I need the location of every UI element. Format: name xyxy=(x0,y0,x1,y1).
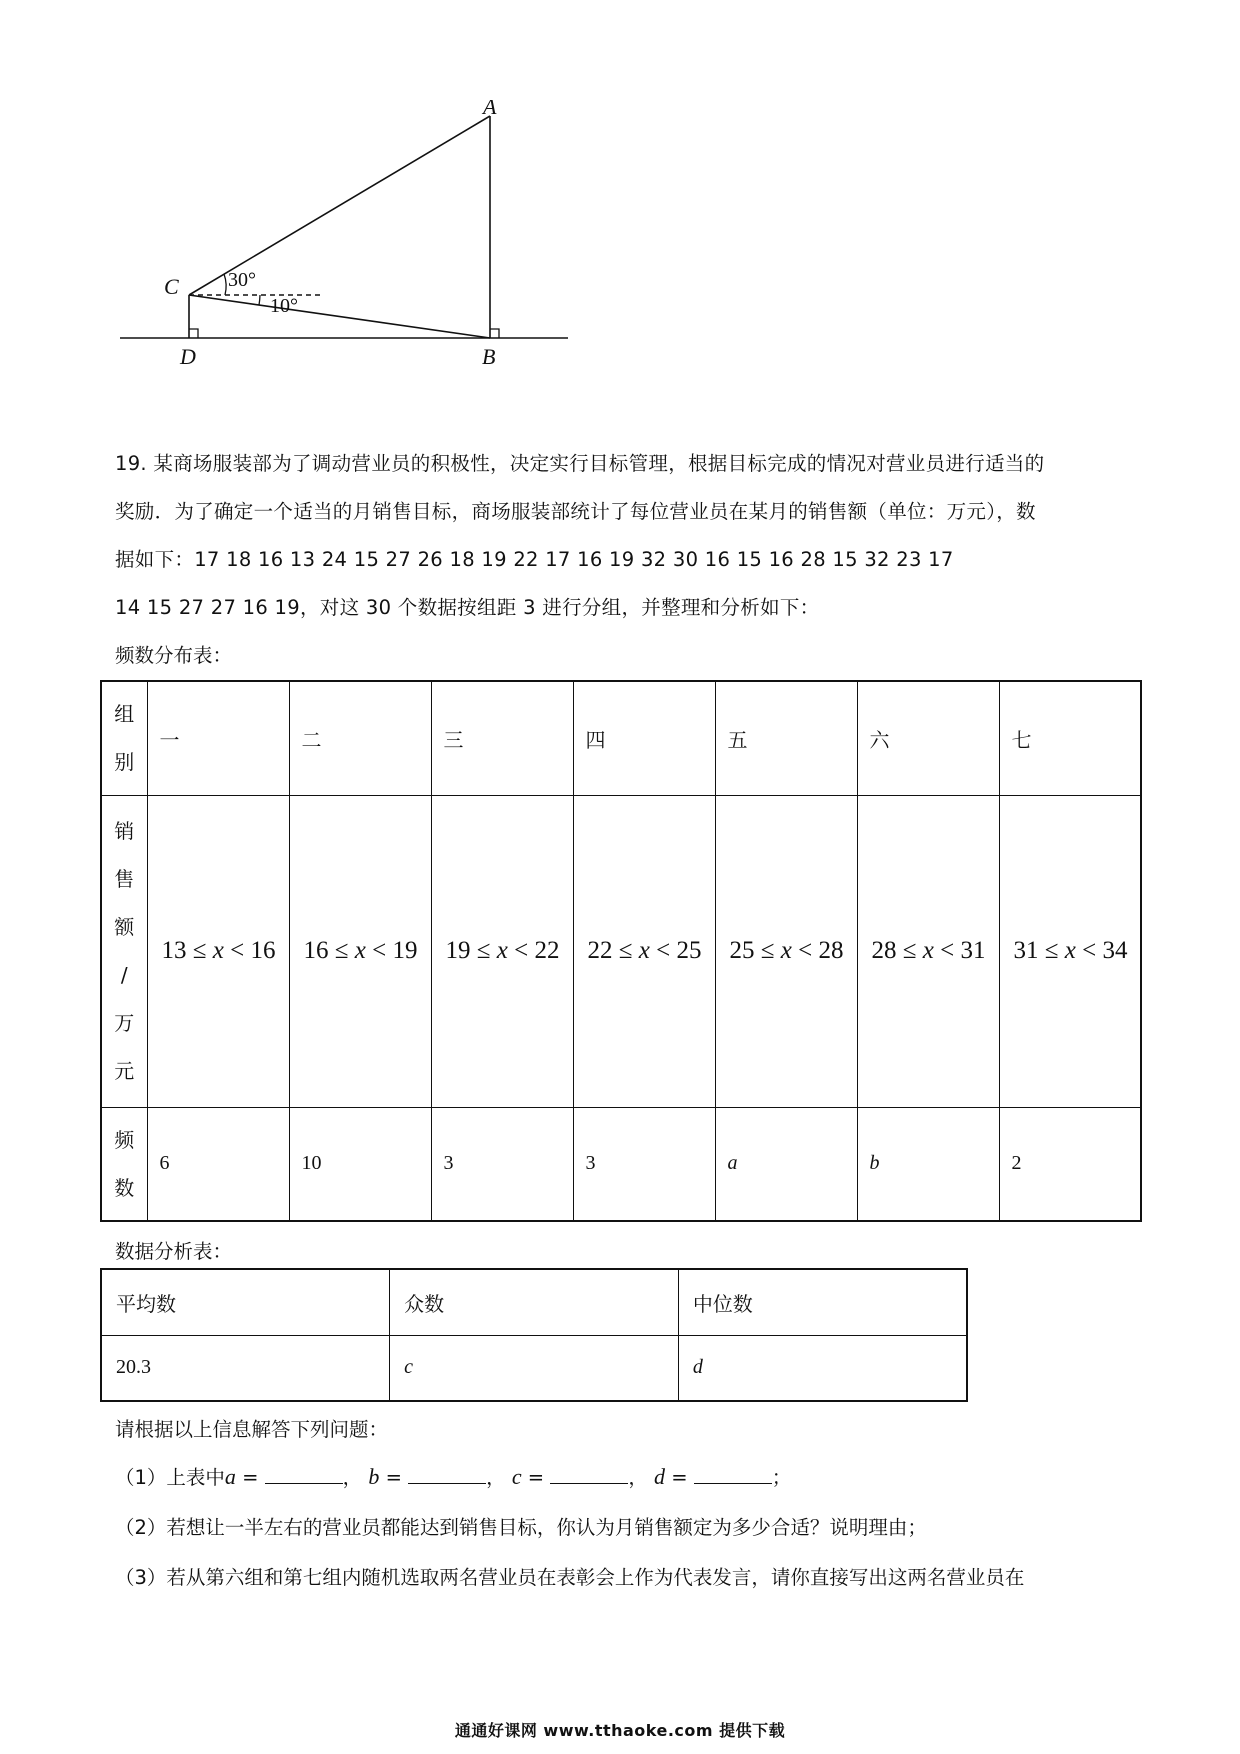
answer-blank-d[interactable] xyxy=(694,1464,772,1485)
label-a: A xyxy=(483,100,497,119)
range-cell: 31 ≤ x < 34 xyxy=(999,795,1141,1107)
count-cell: 3 xyxy=(573,1107,715,1221)
count-cell-var-a: a xyxy=(715,1107,857,1221)
page-footer: 通通好课网 www.tthaoke.com 提供下载 xyxy=(454,1721,786,1740)
var-d: d xyxy=(654,1464,666,1489)
answer-blank-a[interactable] xyxy=(265,1464,343,1485)
angle-label-30: 30° xyxy=(228,269,256,291)
problem-line: 14 15 27 27 16 19，对这 30 个数据按组距 3 进行分组，并整理和分析如下： xyxy=(115,596,820,619)
range-cell: 25 ≤ x < 28 xyxy=(715,795,857,1107)
group-cell: 四 xyxy=(573,681,715,795)
table-row-values xyxy=(101,1335,967,1401)
count-cell-var-b: b xyxy=(857,1107,999,1221)
angle-arc-10 xyxy=(259,295,260,305)
question-1: （1）上表中a = ， b = ， c = ， d = ； xyxy=(115,1464,792,1489)
freq-table-caption: 频数分布表： xyxy=(115,644,233,667)
questions-intro: 请根据以上信息解答下列问题： xyxy=(115,1418,389,1441)
label-c: C xyxy=(164,274,179,299)
analysis-table xyxy=(100,1268,968,1402)
problem-19-text xyxy=(115,440,1135,632)
range-cell: 16 ≤ x < 19 xyxy=(289,795,431,1107)
table-row-header xyxy=(101,1269,967,1335)
segment-cb xyxy=(189,295,490,338)
frequency-table xyxy=(100,680,1142,1222)
count-cell: 6 xyxy=(147,1107,289,1221)
var-a: a xyxy=(224,1464,236,1489)
triangle-diagram xyxy=(110,100,590,380)
question-3: （3）若从第六组和第七组内随机选取两名营业员在表彰会上作为代表发言，请你直接写出这两名营业员在 xyxy=(115,1566,1025,1589)
right-angle-mark-b xyxy=(490,329,499,338)
question-2: （2）若想让一半左右的营业员都能达到销售目标，你认为月销售额定为多少合适？说明理由； xyxy=(115,1516,927,1539)
count-cell: 10 xyxy=(289,1107,431,1221)
header-mean: 平均数 xyxy=(101,1269,390,1335)
value-median: d xyxy=(678,1335,967,1401)
row-header-group: 组 别 xyxy=(101,681,147,795)
count-cell: 3 xyxy=(431,1107,573,1221)
group-cell: 六 xyxy=(857,681,999,795)
group-cell: 三 xyxy=(431,681,573,795)
label-d: D xyxy=(180,344,196,369)
problem-line: 据如下：17 18 16 13 24 15 27 26 18 19 22 17 16 19 32 30 16 15 16 28 15 32 23 17 xyxy=(115,548,954,571)
analysis-table-caption: 数据分析表： xyxy=(115,1240,233,1263)
answer-blank-b[interactable] xyxy=(408,1464,486,1485)
range-cell: 22 ≤ x < 25 xyxy=(573,795,715,1107)
value-mode: c xyxy=(390,1335,679,1401)
header-mode: 众数 xyxy=(390,1269,679,1335)
row-header-frequency: 频 数 xyxy=(101,1107,147,1221)
var-b: b xyxy=(368,1464,380,1489)
problem-line: 奖励．为了确定一个适当的月销售目标，商场服装部统计了每位营业员在某月的销售额（单位：万元），数 xyxy=(115,500,1036,523)
right-angle-mark-d xyxy=(189,329,198,338)
row-header-sales: 销 售 额 / 万 元 xyxy=(101,795,147,1107)
angle-arc-30 xyxy=(224,274,226,295)
value-mean: 20.3 xyxy=(101,1335,390,1401)
table-row-ranges xyxy=(101,795,1141,1107)
group-cell: 七 xyxy=(999,681,1141,795)
answer-blank-c[interactable] xyxy=(550,1464,628,1485)
problem-line: 19. 某商场服装部为了调动营业员的积极性，决定实行目标管理，根据目标完成的情况对营业员进行适当的 xyxy=(115,452,1045,475)
range-cell: 19 ≤ x < 22 xyxy=(431,795,573,1107)
group-cell: 一 xyxy=(147,681,289,795)
label-b: B xyxy=(482,344,496,369)
var-c: c xyxy=(511,1464,522,1489)
group-cell: 五 xyxy=(715,681,857,795)
count-cell: 2 xyxy=(999,1107,1141,1221)
range-cell: 13 ≤ x < 16 xyxy=(147,795,289,1107)
table-row-counts xyxy=(101,1107,1141,1221)
header-median: 中位数 xyxy=(678,1269,967,1335)
range-cell: 28 ≤ x < 31 xyxy=(857,795,999,1107)
angle-label-10: 10° xyxy=(270,295,298,317)
table-row-groups xyxy=(101,681,1141,795)
group-cell: 二 xyxy=(289,681,431,795)
geometry-figure xyxy=(110,100,590,380)
